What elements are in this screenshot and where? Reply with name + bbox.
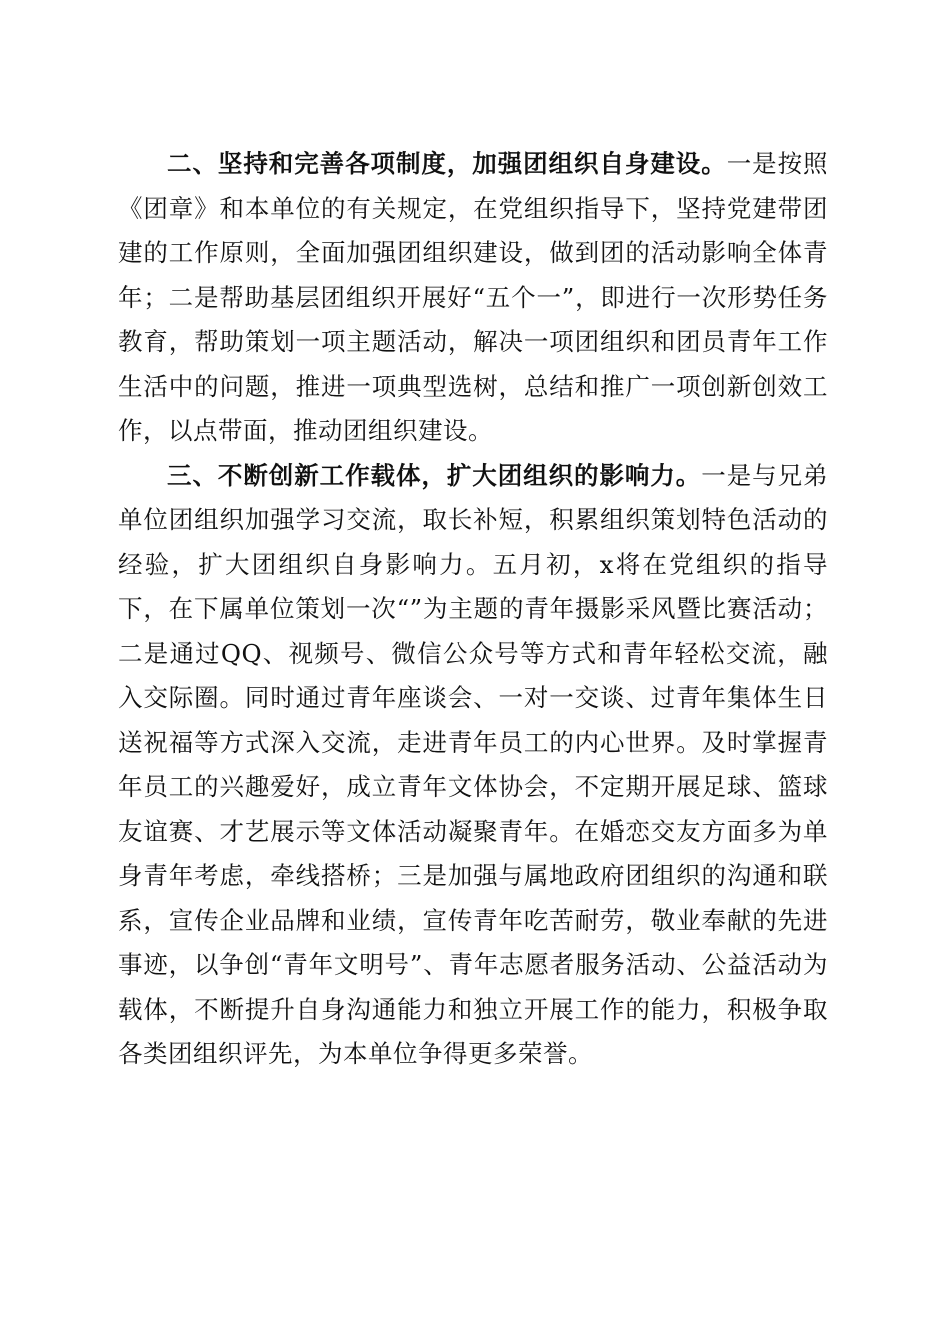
paragraph-section-3 [118, 454, 828, 1077]
document-page [118, 142, 828, 1077]
section-heading-2: 二、坚持和完善各项制度，加强团组织自身建设。 [167, 149, 727, 178]
paragraph-section-2 [118, 142, 828, 454]
section-body-2: 一是按照《团章》和本单位的有关规定，在党组织指导下，坚持党建带团建的工作原则，全面加强团组织建设，做到团的活动影响全体青年；二是帮助基层团组织开展好“五个一”，即进行一次形势任务教育，帮助策划一项主题活动，解决一项团组织和团员青年工作生活中的问题，推进一项典型选树，总结和推广一项创新创效工作，以点带面，推动团组织建设。 [118, 149, 829, 445]
section-heading-3: 三、不断创新工作载体，扩大团组织的影响力。 [167, 460, 702, 490]
section-body-3: 一是与兄弟单位团组织加强学习交流，取长补短，积累组织策划特色活动的经验，扩大团组织自身影响力。五月初，x将在党组织的指导下，在下属单位策划一次“”为主题的青年摄影采风暨比赛活动；二是通过QQ、视频号、微信公众号等方式和青年轻松交流，融入交际圈。同时通过青年座谈会、一对一交谈、过青年集体生日送祝福等方式深入交流，走进青年员工的内心世界。及时掌握青年员工的兴趣爱好，成立青年文体协会，不定期开展足球、篮球友谊赛、才艺展示等文体活动凝聚青年。在婚恋交友方面多为单身青年考虑，牵线搭桥；三是加强与属地政府团组织的沟通和联系，宣传企业品牌和业绩，宣传青年吃苦耐劳，敬业奉献的先进事迹，以争创“青年文明号”、青年志愿者服务活动、公益活动为载体，不断提升自身沟通能力和独立开展工作的能力，积极争取各类团组织评先，为本单位争得更多荣誉。 [118, 460, 829, 1068]
